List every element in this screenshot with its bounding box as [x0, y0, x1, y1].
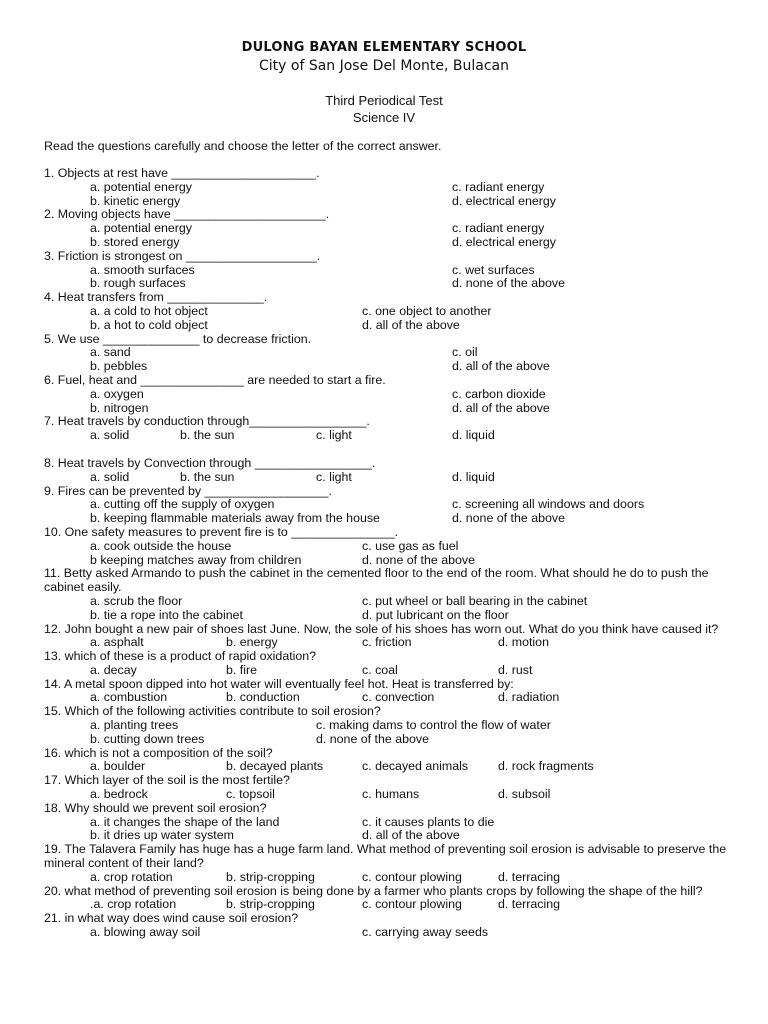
question-item: [44, 843, 734, 884]
option-a: a. boulder: [90, 759, 146, 774]
option-b: b. the sun: [180, 428, 235, 443]
option-d: d. subsoil: [498, 787, 551, 802]
school-name: DULONG BAYAN ELEMENTARY SCHOOL: [241, 40, 527, 55]
question-text: 2. Moving objects have ______________________.: [44, 207, 330, 222]
question-item: [44, 250, 734, 291]
question-item: [44, 705, 734, 746]
option-d: d. electrical energy: [452, 193, 556, 208]
question-text: 3. Friction is strongest on ___________________.: [44, 248, 321, 263]
option-c: c. humans: [362, 787, 420, 802]
option-c: c. radiant energy: [452, 221, 545, 236]
question-text: 14. A metal spoon dipped into hot water will eventually feel hot. Heat is transferred by:: [44, 676, 514, 691]
option-a: .a. crop rotation: [90, 897, 177, 912]
option-b: b. kinetic energy: [90, 193, 181, 208]
question-item: [44, 774, 734, 802]
option-a: a. sand: [90, 345, 131, 360]
option-c: c. decayed animals: [362, 759, 469, 774]
question-text: 13. which of these is a product of rapid oxidation?: [44, 649, 317, 664]
option-b: b. it dries up water system: [90, 828, 234, 843]
option-a: a. smooth surfaces: [90, 262, 195, 277]
option-c: c. coal: [362, 662, 398, 677]
option-b: b. decayed plants: [226, 759, 324, 774]
question-item: [44, 167, 734, 208]
option-a: a. potential energy: [90, 221, 192, 236]
question-text: 21. in what way does wind cause soil erosion?: [44, 911, 299, 926]
option-b: b. stored energy: [90, 234, 180, 249]
option-c: c. wet surfaces: [452, 262, 535, 277]
question-text: 12. John bought a new pair of shoes last June. Now, the sole of his shoes has worn out. What do you think have caused it?: [44, 621, 719, 636]
option-c: c. one object to another: [362, 303, 492, 318]
option-a: a. crop rotation: [90, 869, 173, 884]
school-city: City of San Jose Del Monte, Bulacan: [258, 58, 510, 74]
option-b: b. conduction: [226, 690, 300, 705]
question-text: 8. Heat travels by Convection through _________________.: [44, 455, 376, 470]
option-c: c. convection: [362, 690, 435, 705]
option-c: c. light: [316, 469, 352, 484]
option-a: a. solid: [90, 428, 130, 443]
option-d: d. radiation: [498, 690, 560, 705]
option-a: a. it changes the shape of the land: [90, 814, 280, 829]
question-text: 17. Which layer of the soil is the most fertile?: [44, 773, 290, 788]
option-a: a. cutting off the supply of oxygen: [90, 497, 275, 512]
question-text: 18. Why should we prevent soil erosion?: [44, 800, 267, 815]
option-d: d. none of the above: [452, 276, 565, 291]
option-d: d. motion: [498, 635, 549, 650]
option-c: c. carrying away seeds: [362, 925, 489, 940]
option-c: c. light: [316, 428, 352, 443]
question-text: 19. The Talavera Family has huge has a huge farm land. What method of preventing soil erosion is advisable to preserve the mineral content of their land?: [44, 842, 727, 871]
option-a: a. cook outside the house: [90, 538, 232, 553]
option-a: a. potential energy: [90, 179, 192, 194]
option-d: d. put lubricant on the floor: [362, 607, 509, 622]
subject-title: Science IV: [352, 110, 416, 125]
question-item: [44, 650, 734, 678]
question-text: 10. One safety measures to prevent fire is to _______________.: [44, 524, 399, 539]
option-a: a. planting trees: [90, 718, 179, 733]
question-text: 5. We use ______________ to decrease friction.: [44, 331, 312, 346]
option-c: c. it causes plants to die: [362, 814, 495, 829]
question-item: [44, 912, 734, 940]
option-a: a. asphalt: [90, 635, 144, 650]
instructions: Read the questions carefully and choose the letter of the correct answer.: [44, 139, 442, 153]
option-b: b. pebbles: [90, 359, 148, 374]
question-item: [44, 567, 734, 622]
question-list: [44, 167, 734, 940]
option-c: c. carbon dioxide: [452, 386, 546, 401]
question-item: [44, 678, 734, 706]
option-c: c. radiant energy: [452, 179, 545, 194]
option-d: d. terracing: [498, 869, 560, 884]
option-a: a. oxygen: [90, 386, 144, 401]
question-item: [44, 802, 734, 843]
option-b: b. keeping flammable materials away from the house: [90, 511, 380, 526]
option-c: c. friction: [362, 635, 412, 650]
option-c: c. making dams to control the flow of water: [316, 718, 551, 733]
option-c: c. contour plowing: [362, 897, 462, 912]
question-text: 6. Fuel, heat and _______________ are needed to start a fire.: [44, 372, 386, 387]
option-c: c. screening all windows and doors: [452, 497, 645, 512]
option-b: b. the sun: [180, 469, 235, 484]
option-d: d. all of the above: [362, 828, 460, 843]
option-b: b. rough surfaces: [90, 276, 186, 291]
option-a: a. combustion: [90, 690, 168, 705]
option-a: a. decay: [90, 662, 137, 677]
question-item: [44, 457, 734, 485]
question-item: [44, 333, 734, 374]
question-text: 4. Heat transfers from ______________.: [44, 290, 268, 305]
option-d: d. liquid: [452, 428, 495, 443]
option-b: b. strip-cropping: [226, 897, 315, 912]
option-b: b. tie a rope into the cabinet: [90, 607, 243, 622]
option-d: d. all of the above: [452, 400, 550, 415]
option-d: d. all of the above: [452, 359, 550, 374]
option-b: b. fire: [226, 662, 257, 677]
option-d: d. rust: [498, 662, 533, 677]
option-a: a. scrub the floor: [90, 593, 183, 608]
option-b: b. a hot to cold object: [90, 317, 208, 332]
option-d: d. none of the above: [316, 731, 429, 746]
question-text: 7. Heat travels by conduction through_________________.: [44, 414, 370, 429]
option-b: b. nitrogen: [90, 400, 149, 415]
question-text: 9. Fires can be prevented by __________________.: [44, 483, 332, 498]
test-title: Third Periodical Test: [325, 93, 443, 108]
option-d: d. liquid: [452, 469, 495, 484]
option-b: c. topsoil: [226, 787, 275, 802]
option-a: a. solid: [90, 469, 130, 484]
option-a: a. a cold to hot object: [90, 303, 208, 318]
question-text: 16. which is not a composition of the soil?: [44, 745, 273, 760]
option-d: d. none of the above: [452, 511, 565, 526]
option-c: c. contour plowing: [362, 869, 462, 884]
question-text: 15. Which of the following activities contribute to soil erosion?: [44, 704, 381, 719]
option-a: a. bedrock: [90, 787, 148, 802]
option-d: d. all of the above: [362, 317, 460, 332]
option-d: d. electrical energy: [452, 234, 556, 249]
option-b: b. strip-cropping: [226, 869, 315, 884]
question-item: [44, 885, 734, 913]
question-item: [44, 526, 734, 567]
option-c: c. put wheel or ball bearing in the cabinet: [362, 593, 588, 608]
question-item: [44, 291, 734, 332]
question-item: [44, 623, 734, 651]
question-item: [44, 485, 734, 526]
question-text: 1. Objects at rest have _____________________.: [44, 166, 320, 180]
question-item: [44, 208, 734, 249]
option-b: b. cutting down trees: [90, 731, 205, 746]
question-item: [44, 374, 734, 415]
question-item: [44, 415, 734, 443]
option-d: d. rock fragments: [498, 759, 594, 774]
option-a: a. blowing away soil: [90, 925, 201, 940]
option-d: d. terracing: [498, 897, 560, 912]
option-d: d. none of the above: [362, 552, 475, 567]
option-b: b keeping matches away from children: [90, 552, 302, 567]
option-c: c. oil: [452, 345, 478, 360]
option-c: c. use gas as fuel: [362, 538, 459, 553]
question-text: 20. what method of preventing soil erosion is being done by a farmer who plants crops by following the shape of the hill?: [44, 883, 703, 898]
option-b: b. energy: [226, 635, 278, 650]
question-item: [44, 747, 734, 775]
question-text: 11. Betty asked Armando to push the cabinet in the cemented floor to the end of the room. What should he do to push the cabinet easily.: [44, 566, 709, 595]
